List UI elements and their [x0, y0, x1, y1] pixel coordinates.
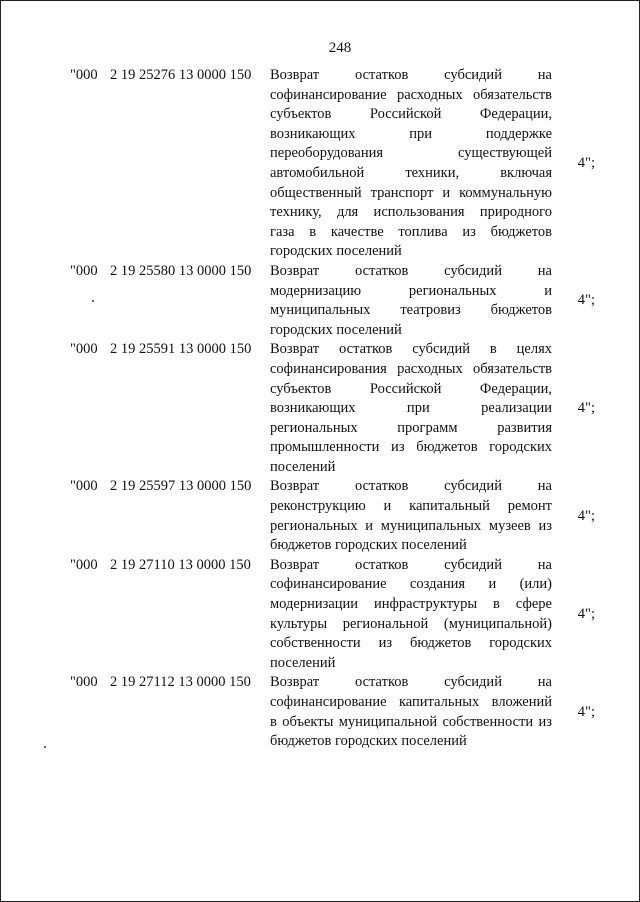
revenue-name-line: Возврат остатков субсидий на — [270, 478, 552, 495]
revenue-name-line: субъектов Российской Федерации, — [270, 106, 552, 123]
admin-code: "000 — [70, 478, 98, 495]
revenue-name-line: автомобильной техники, включая — [270, 164, 552, 181]
admin-code: "000 — [70, 341, 98, 358]
distribution-norm: 4"; — [577, 703, 595, 720]
budget-classification-code: 2 19 27110 13 0000 150 — [110, 556, 251, 573]
table-row — [70, 340, 595, 477]
revenue-name-line: городских поселений — [270, 321, 402, 338]
table-row — [70, 262, 595, 340]
distribution-norm: 4"; — [577, 605, 595, 622]
table-row — [70, 477, 595, 555]
revenue-name-line: Возврат остатков субсидий на — [270, 556, 552, 573]
budget-classification-code: 2 19 25591 13 0000 150 — [110, 341, 252, 358]
admin-code: "000 — [70, 67, 98, 83]
scan-speck — [92, 300, 94, 302]
budget-code-table — [70, 66, 595, 752]
revenue-name-line: софинансирование капитальных вложений — [270, 694, 552, 710]
revenue-name-line: модернизации инфраструктуры в сфере — [270, 596, 552, 613]
revenue-name-line: Возврат остатков субсидий на — [270, 67, 552, 83]
revenue-name-line: собственности из бюджетов городских — [270, 635, 552, 652]
scan-speck — [44, 746, 46, 748]
revenue-name — [270, 66, 552, 262]
table-row — [70, 556, 595, 674]
revenue-name-line: модернизацию региональных и — [270, 282, 552, 299]
revenue-name-line: субъектов Российской Федерации, — [270, 380, 552, 397]
revenue-name-line: бюджетов городских поселений — [270, 537, 467, 554]
revenue-name-line: софинансирование расходных обязательств — [270, 86, 552, 103]
revenue-name — [270, 262, 552, 340]
table-row — [70, 66, 595, 262]
revenue-name-line: в объекты муниципальной собственности из — [270, 713, 552, 730]
admin-code: "000 — [70, 556, 98, 573]
revenue-name-line: реконструкцию и капитальный ремонт — [270, 498, 552, 515]
revenue-name-line: поселений — [270, 654, 336, 671]
revenue-name — [270, 340, 552, 477]
revenue-name-line: газа в качестве топлива из бюджетов — [270, 223, 552, 240]
revenue-name-line: софинансирования расходных обязательств — [270, 360, 552, 377]
distribution-norm: 4"; — [577, 155, 595, 172]
budget-classification-code: 2 19 27112 13 0000 150 — [110, 674, 251, 691]
revenue-name — [270, 673, 552, 751]
admin-code: "000 — [70, 674, 98, 691]
budget-classification-code: 2 19 25597 13 0000 150 — [110, 478, 252, 495]
revenue-name-line: городских поселений — [270, 243, 402, 260]
budget-classification-code: 2 19 25276 13 0000 150 — [110, 67, 252, 83]
revenue-name-line: Возврат остатков субсидий в целях — [270, 341, 552, 358]
distribution-norm: 4"; — [577, 507, 595, 524]
revenue-name-line: культуры региональной (муниципальной) — [270, 615, 552, 632]
revenue-name-line: региональных программ развития — [270, 419, 552, 436]
revenue-name-line: Возврат остатков субсидий на — [270, 674, 552, 691]
revenue-name-line: бюджетов городских поселений — [270, 733, 467, 750]
revenue-name-line: Возврат остатков субсидий на — [270, 262, 552, 279]
revenue-name-line: поселений — [270, 458, 336, 475]
revenue-name-line: возникающих при реализации — [270, 400, 552, 417]
revenue-name-line: софинансирование создания и (или) — [270, 576, 552, 593]
budget-classification-code: 2 19 25580 13 0000 150 — [110, 262, 252, 279]
page-number: 248 — [328, 40, 352, 56]
revenue-name-line: региональных и муниципальных музеев из — [270, 517, 552, 534]
revenue-name-line: переоборудования существующей — [270, 145, 552, 162]
revenue-name — [270, 556, 552, 674]
revenue-name-line: общественный транспорт и коммунальную — [270, 184, 552, 201]
distribution-norm: 4"; — [577, 292, 595, 309]
revenue-name-line: муниципальных театровиз бюджетов — [270, 302, 552, 319]
revenue-name-line: возникающих при поддержке — [270, 125, 552, 142]
admin-code: "000 — [70, 262, 98, 279]
revenue-name-line: промышленности из бюджетов городских — [270, 439, 552, 456]
distribution-norm: 4"; — [577, 400, 595, 417]
table-row — [70, 673, 595, 751]
revenue-name — [270, 477, 552, 555]
revenue-name-line: технику, для использования природного — [270, 204, 552, 221]
